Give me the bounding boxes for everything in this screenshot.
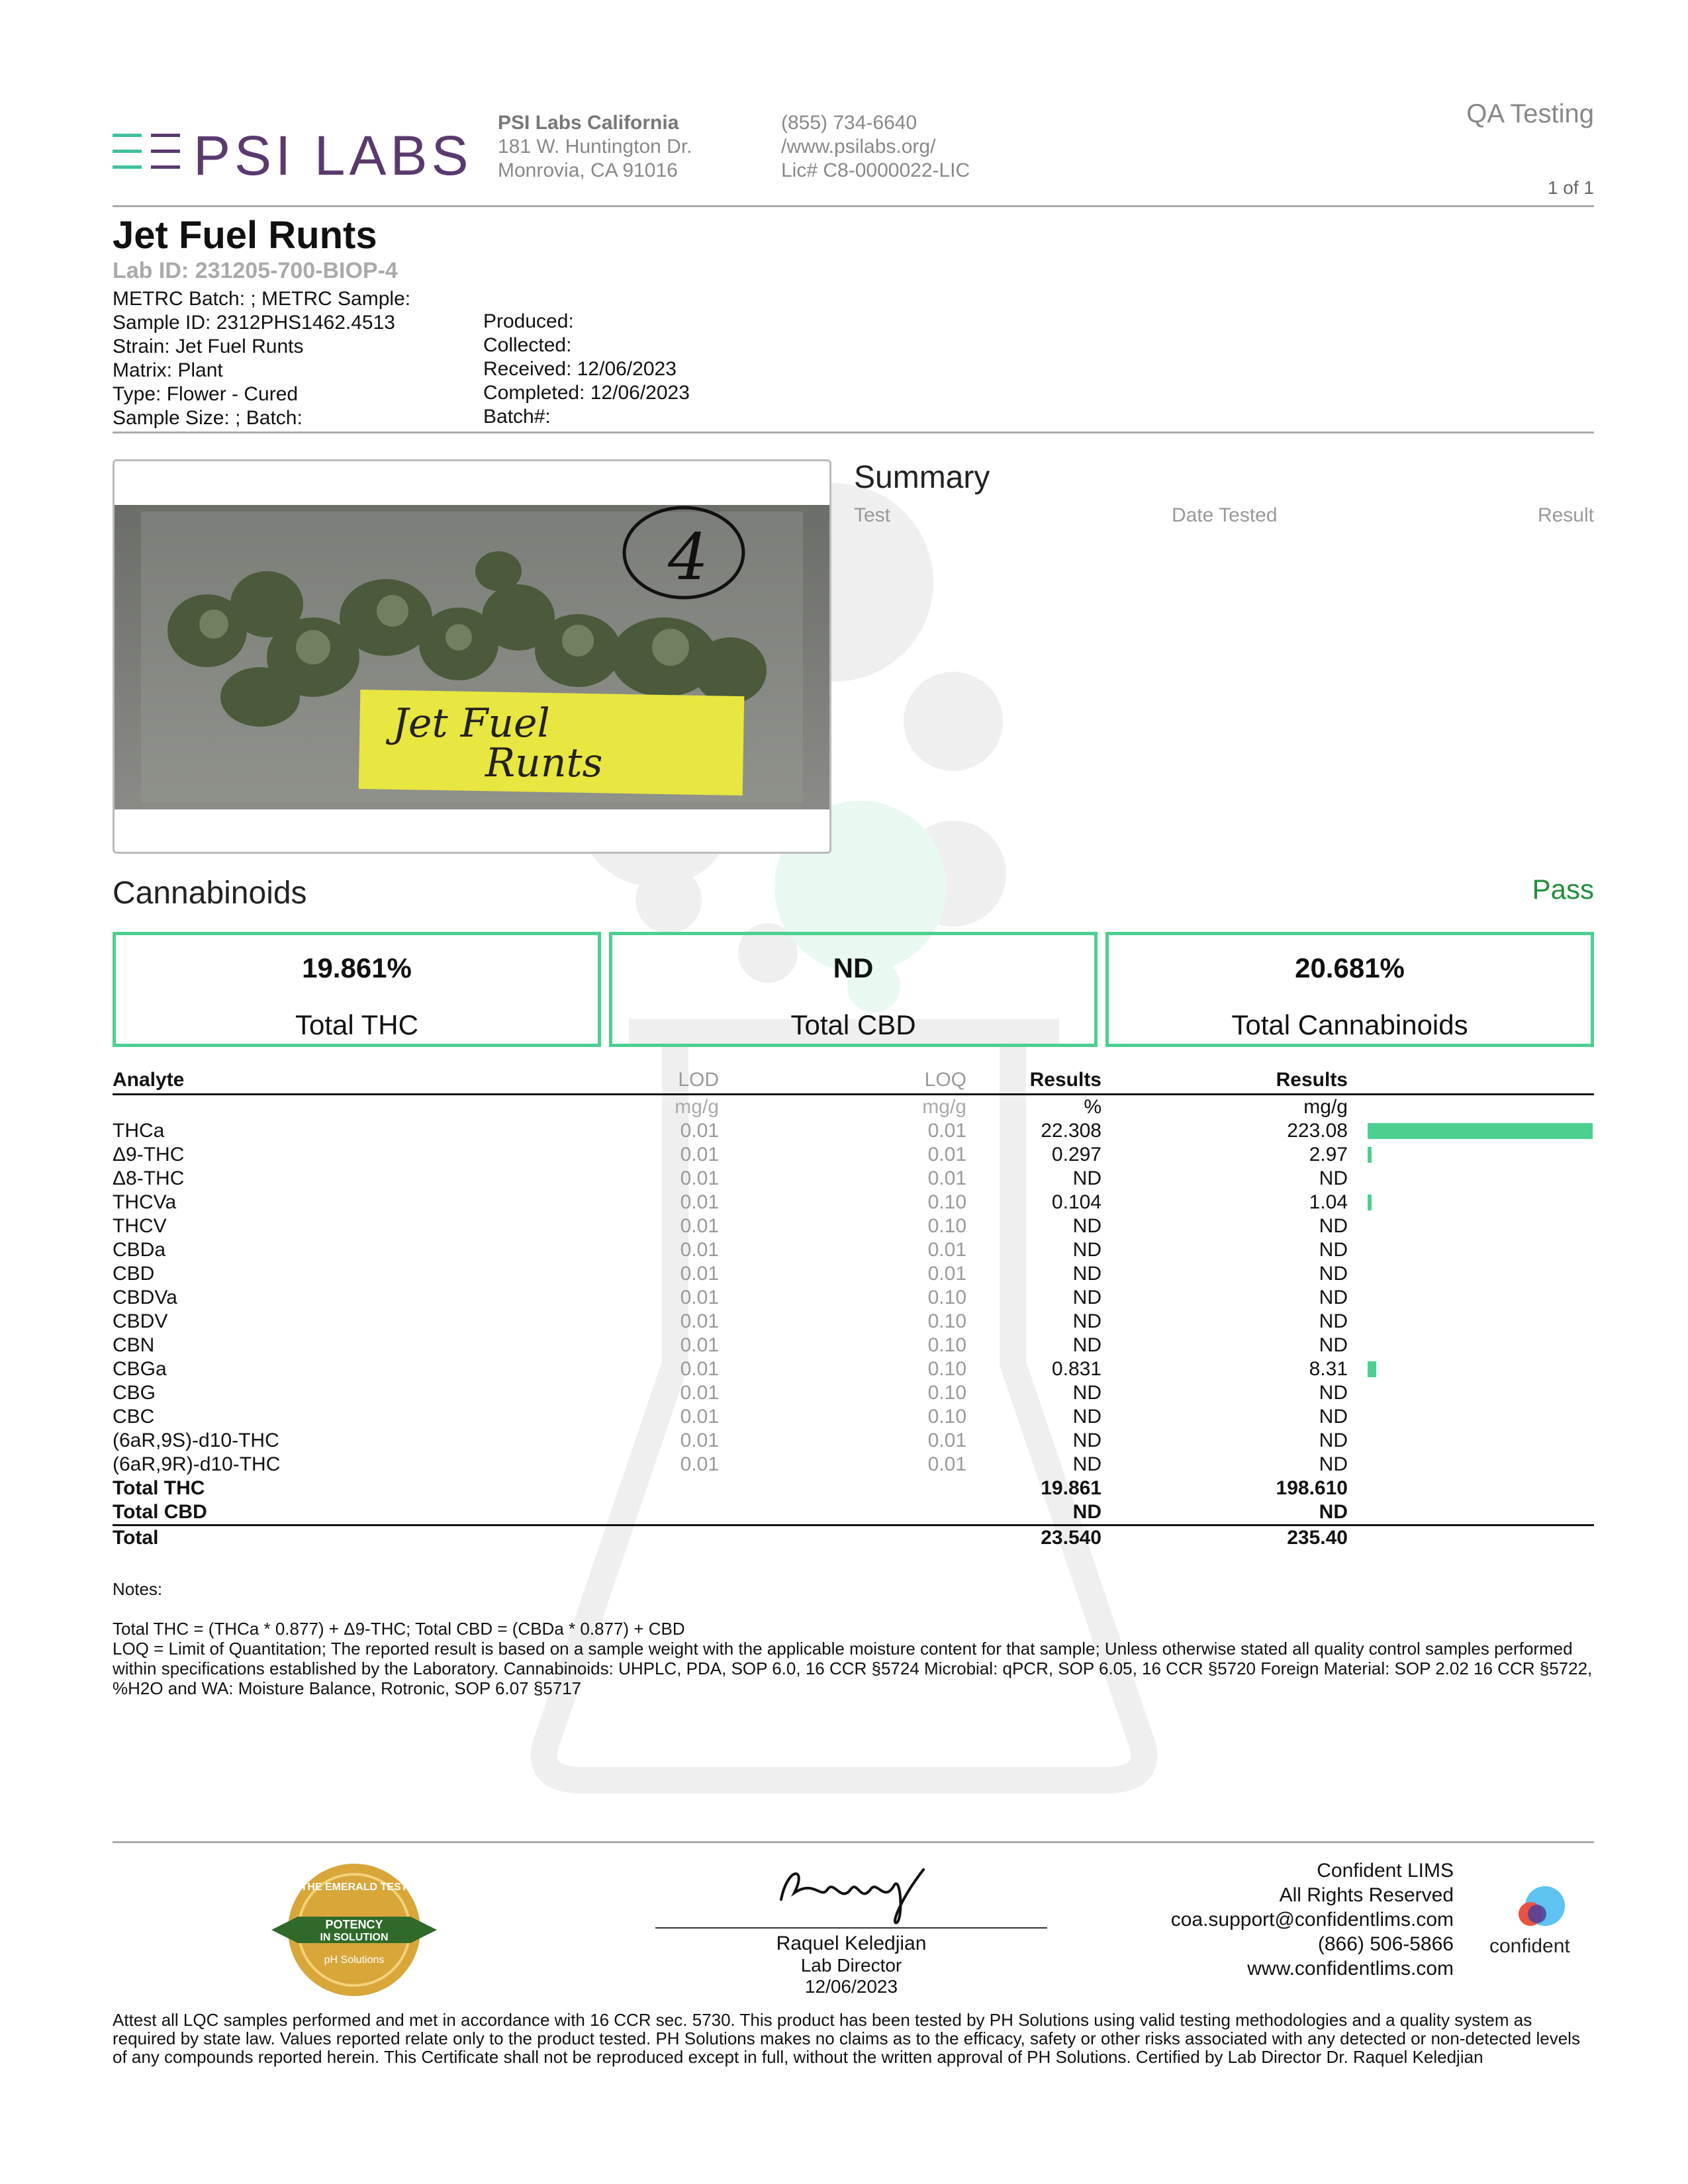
header-divider	[113, 205, 1594, 207]
results-pct-cell: ND	[1072, 1239, 1102, 1261]
total-cbd-value: ND	[833, 952, 874, 983]
table-body	[113, 1119, 1594, 1477]
analyte-cell: CBG	[113, 1382, 156, 1404]
results-pct-cell: ND	[1072, 1406, 1102, 1428]
photo-label-line1: Jet Fuel	[393, 700, 550, 747]
analyte-cell: THCVa	[113, 1191, 177, 1213]
loq-cell: 0.01	[927, 1263, 966, 1285]
lod-cell: 0.01	[680, 1215, 719, 1237]
total-cbd-row-mg: ND	[1319, 1501, 1348, 1523]
completed-date: Completed: 12/06/2023	[483, 382, 690, 404]
total-thc-box	[113, 932, 601, 1047]
lod-cell: 0.01	[680, 1167, 719, 1189]
lab-address-line1: 181 W. Huntington Dr.	[498, 136, 692, 158]
table-row	[113, 1357, 1594, 1381]
analyte-cell: THCa	[113, 1120, 165, 1142]
col-loq: LOQ	[924, 1069, 966, 1091]
lod-cell: 0.01	[680, 1382, 719, 1404]
seal-ribbon-line1: POTENCY	[325, 1918, 383, 1931]
total-thc-row-label: Total THC	[113, 1477, 205, 1499]
table-header-row	[113, 1068, 1594, 1095]
lab-contact-block	[781, 111, 970, 183]
total-row-pct: 23.540	[1041, 1527, 1102, 1549]
result-bar	[1368, 1147, 1372, 1163]
unit-pct: %	[1084, 1096, 1102, 1118]
total-cannabinoids-box	[1105, 932, 1594, 1047]
analyte-cell: (6aR,9R)-d10-THC	[113, 1453, 281, 1475]
lims-website[interactable]: www.confidentlims.com	[1247, 1958, 1454, 1979]
lims-name: Confident LIMS	[1317, 1860, 1454, 1882]
seal-top-text: THE EMERALD TEST	[301, 1882, 408, 1893]
col-lod: LOD	[678, 1069, 719, 1091]
summary-col-test: Test	[854, 504, 891, 526]
table-row	[113, 1334, 1594, 1357]
director-date: 12/06/2023	[804, 1976, 898, 1997]
analyte-cell: CBD	[113, 1263, 155, 1285]
notes-body	[113, 1619, 1595, 1698]
col-results-pct: Results	[1029, 1069, 1102, 1091]
result-bar	[1368, 1361, 1376, 1377]
results-pct-cell: 22.308	[1041, 1120, 1102, 1142]
loq-cell: 0.01	[927, 1144, 966, 1165]
info-divider	[113, 432, 1594, 433]
received-date: Received: 12/06/2023	[483, 358, 677, 380]
lims-phone: (866) 506-5866	[1317, 1933, 1454, 1955]
signature-line	[655, 1927, 1047, 1929]
analyte-cell: CBDVa	[113, 1287, 177, 1308]
lod-cell: 0.01	[680, 1120, 719, 1142]
table-row	[113, 1143, 1594, 1167]
loq-cell: 0.01	[927, 1453, 966, 1475]
lod-cell: 0.01	[680, 1430, 719, 1451]
director-block	[655, 1933, 1047, 1997]
table-row-total-thc	[113, 1477, 1594, 1500]
table-row-total-cbd	[113, 1500, 1594, 1526]
lab-website[interactable]: /www.psilabs.org/	[781, 136, 936, 158]
summary-col-date: Date Tested	[1172, 504, 1278, 526]
lims-email[interactable]: coa.support@confidentlims.com	[1170, 1909, 1454, 1931]
cannabinoids-title: Cannabinoids	[113, 876, 307, 911]
results-pct-cell: ND	[1072, 1215, 1102, 1237]
total-cbd-label: Total CBD	[790, 1009, 916, 1040]
results-mg-cell: ND	[1319, 1167, 1348, 1189]
document-type: QA Testing	[1466, 99, 1594, 128]
results-pct-cell: ND	[1072, 1287, 1102, 1308]
loq-cell: 0.10	[927, 1287, 966, 1308]
unit-loq: mg/g	[922, 1096, 966, 1118]
results-mg-cell: ND	[1319, 1239, 1348, 1261]
table-row-total	[113, 1526, 1594, 1550]
total-thc-label: Total THC	[295, 1009, 418, 1040]
analyte-cell: CBDV	[113, 1310, 168, 1332]
results-pct-cell: 0.104	[1051, 1191, 1102, 1213]
table-row	[113, 1214, 1594, 1238]
lod-cell: 0.01	[680, 1406, 719, 1428]
col-analyte: Analyte	[113, 1069, 185, 1091]
notes-label: Notes:	[113, 1579, 163, 1599]
metrc-batch: METRC Batch: ; METRC Sample:	[113, 288, 411, 310]
lod-cell: 0.01	[680, 1239, 719, 1261]
lod-cell: 0.01	[680, 1358, 719, 1380]
sample-size: Sample Size: ; Batch:	[113, 407, 303, 429]
total-cbd-row-pct: ND	[1072, 1501, 1102, 1523]
emerald-test-seal-icon	[271, 1856, 437, 2008]
results-pct-cell: ND	[1072, 1430, 1102, 1451]
lod-cell: 0.01	[680, 1191, 719, 1213]
total-thc-value: 19.861%	[302, 952, 412, 983]
notes-formula: Total THC = (THCa * 0.877) + Δ9-THC; Total CBD = (CBDa * 0.877) + CBD	[113, 1619, 685, 1639]
loq-cell: 0.10	[927, 1358, 966, 1380]
table-row	[113, 1286, 1594, 1310]
analyte-cell: THCV	[113, 1215, 167, 1237]
analyte-cell: Δ8-THC	[113, 1167, 185, 1189]
total-cannabinoids-value: 20.681%	[1295, 952, 1405, 983]
total-cannabinoids-label: Total Cannabinoids	[1231, 1009, 1468, 1040]
analyte-cell: CBGa	[113, 1358, 167, 1380]
results-pct-cell: ND	[1072, 1453, 1102, 1475]
result-bar	[1368, 1123, 1593, 1139]
attestation-text: Attest all LQC samples performed and met in accordance with 16 CCR sec. 5730. This product has been tested by PH Solutions using valid testing methodologies and a quality system as required by state law. Values reported relate only to the product tested. PH Solutions makes no claims as to the efficacy, safety or other risks associated with any detected or non-detected levels of any compounds reported herein. This Certificate shall not be reproduced except in full, without the written approval of PH Solutions. Certified by Lab Director Dr. Raquel Keledjian	[113, 2010, 1580, 2067]
psi-labs-wordmark: PSI LABS	[193, 124, 473, 185]
loq-cell: 0.10	[927, 1382, 966, 1404]
analyte-cell: CBN	[113, 1334, 155, 1356]
notes-methods: LOQ = Limit of Quantitation; The reported result is based on a sample weight with the applicable moisture content for that sample; Unless otherwise stated all quality control samples performed within specifications established by the Laboratory. Cannabinoids: UHPLC, PDA, SOP 6.0, 16 CCR §5724 Microbial: qPCR, SOP 6.05, 16 CCR §5720 Foreign Material: SOP 2.02 16 CCR §5722, %H2O and WA: Moisture Balance, Rotronic, SOP 6.07 §5717	[113, 1639, 1593, 1698]
batch-number: Batch#:	[483, 406, 551, 428]
table-row	[113, 1310, 1594, 1334]
lab-address-line2: Monrovia, CA 91016	[498, 159, 678, 181]
results-mg-cell: ND	[1319, 1453, 1348, 1475]
lims-contact-block	[1171, 1858, 1454, 1981]
loq-cell: 0.01	[927, 1167, 966, 1189]
sample-photo	[115, 505, 829, 809]
director-name: Raquel Keledjian	[776, 1933, 927, 1954]
lab-name: PSI Labs California	[498, 112, 679, 134]
results-mg-cell: ND	[1319, 1334, 1348, 1356]
loq-cell: 0.10	[927, 1191, 966, 1213]
product-name: Jet Fuel Runts	[113, 214, 377, 257]
results-mg-cell: ND	[1319, 1406, 1348, 1428]
table-row	[113, 1238, 1594, 1262]
results-pct-cell: ND	[1072, 1263, 1102, 1285]
results-mg-cell: ND	[1319, 1287, 1348, 1308]
results-pct-cell: 0.297	[1051, 1144, 1102, 1165]
director-signature	[768, 1853, 940, 1926]
loq-cell: 0.10	[927, 1215, 966, 1237]
results-mg-cell: 8.31	[1309, 1358, 1348, 1380]
sample-photo-frame	[113, 459, 831, 854]
sample-meta-left	[113, 287, 410, 430]
lod-cell: 0.01	[680, 1310, 719, 1332]
result-bar	[1368, 1195, 1372, 1210]
page-count: 1 of 1	[1547, 177, 1594, 198]
unit-lod: mg/g	[675, 1096, 719, 1118]
analyte-cell: Δ9-THC	[113, 1144, 185, 1165]
table-units-row	[113, 1095, 1594, 1119]
table-row	[113, 1262, 1594, 1286]
table-row	[113, 1405, 1594, 1429]
sample-meta-right	[483, 310, 690, 429]
lab-address-block	[498, 111, 692, 183]
table-row	[113, 1191, 1594, 1214]
results-pct-cell: 0.831	[1051, 1358, 1102, 1380]
loq-cell: 0.10	[927, 1406, 966, 1428]
total-cbd-row-label: Total CBD	[113, 1501, 207, 1523]
lab-id: Lab ID: 231205-700-BIOP-4	[113, 258, 398, 283]
table-row	[113, 1429, 1594, 1453]
sample-type: Type: Flower - Cured	[113, 383, 299, 405]
table-row	[113, 1381, 1594, 1405]
photo-bag-number: 4	[668, 520, 709, 594]
lod-cell: 0.01	[680, 1144, 719, 1165]
analyte-cell: (6aR,9S)-d10-THC	[113, 1430, 279, 1451]
cannabinoid-results-table	[113, 1068, 1594, 1550]
results-pct-cell: ND	[1072, 1382, 1102, 1404]
psi-labs-logo	[113, 119, 483, 185]
sample-id: Sample ID: 2312PHS1462.4513	[113, 312, 395, 334]
total-thc-row-mg: 198.610	[1276, 1477, 1348, 1499]
total-row-mg: 235.40	[1287, 1527, 1348, 1549]
seal-ribbon-line2: IN SOLUTION	[320, 1932, 389, 1943]
total-row-label: Total	[113, 1527, 159, 1549]
footer-divider	[113, 1841, 1594, 1843]
total-cbd-box	[609, 932, 1098, 1047]
confident-wordmark: confident	[1489, 1935, 1570, 1957]
lod-cell: 0.01	[680, 1334, 719, 1356]
seal-bottom-text: pH Solutions	[324, 1954, 385, 1966]
summary-title: Summary	[854, 460, 990, 495]
loq-cell: 0.01	[927, 1239, 966, 1261]
results-pct-cell: ND	[1072, 1167, 1102, 1189]
results-mg-cell: 2.97	[1309, 1144, 1348, 1165]
lab-phone: (855) 734-6640	[781, 112, 917, 134]
results-mg-cell: ND	[1319, 1382, 1348, 1404]
results-mg-cell: ND	[1319, 1215, 1348, 1237]
results-mg-cell: ND	[1319, 1263, 1348, 1285]
produced-date: Produced:	[483, 310, 574, 332]
results-mg-cell: ND	[1319, 1430, 1348, 1451]
results-pct-cell: ND	[1072, 1310, 1102, 1332]
table-row	[113, 1119, 1594, 1143]
total-thc-row-pct: 19.861	[1041, 1477, 1102, 1499]
lims-rights: All Rights Reserved	[1279, 1884, 1454, 1906]
strain: Strain: Jet Fuel Runts	[113, 336, 304, 357]
analyte-cell: CBC	[113, 1406, 155, 1428]
lod-cell: 0.01	[680, 1287, 719, 1308]
table-row	[113, 1453, 1594, 1477]
lod-cell: 0.01	[680, 1453, 719, 1475]
loq-cell: 0.01	[927, 1430, 966, 1451]
loq-cell: 0.10	[927, 1310, 966, 1332]
analyte-cell: CBDa	[113, 1239, 166, 1261]
cannabinoids-status: Pass	[1532, 874, 1594, 905]
summary-col-result: Result	[1537, 504, 1594, 526]
results-pct-cell: ND	[1072, 1334, 1102, 1356]
results-mg-cell: 1.04	[1309, 1191, 1348, 1213]
photo-label-line2: Runts	[485, 740, 603, 786]
loq-cell: 0.01	[927, 1120, 966, 1142]
collected-date: Collected:	[483, 334, 572, 356]
results-mg-cell: ND	[1319, 1310, 1348, 1332]
unit-mg: mg/g	[1303, 1096, 1348, 1118]
lab-license: Lic# C8-0000022-LIC	[781, 159, 970, 181]
lod-cell: 0.01	[680, 1263, 719, 1285]
director-title: Lab Director	[800, 1955, 902, 1976]
table-row	[113, 1167, 1594, 1191]
col-results-mg: Results	[1276, 1069, 1348, 1091]
matrix: Matrix: Plant	[113, 359, 223, 381]
results-mg-cell: 223.08	[1287, 1120, 1348, 1142]
loq-cell: 0.10	[927, 1334, 966, 1356]
